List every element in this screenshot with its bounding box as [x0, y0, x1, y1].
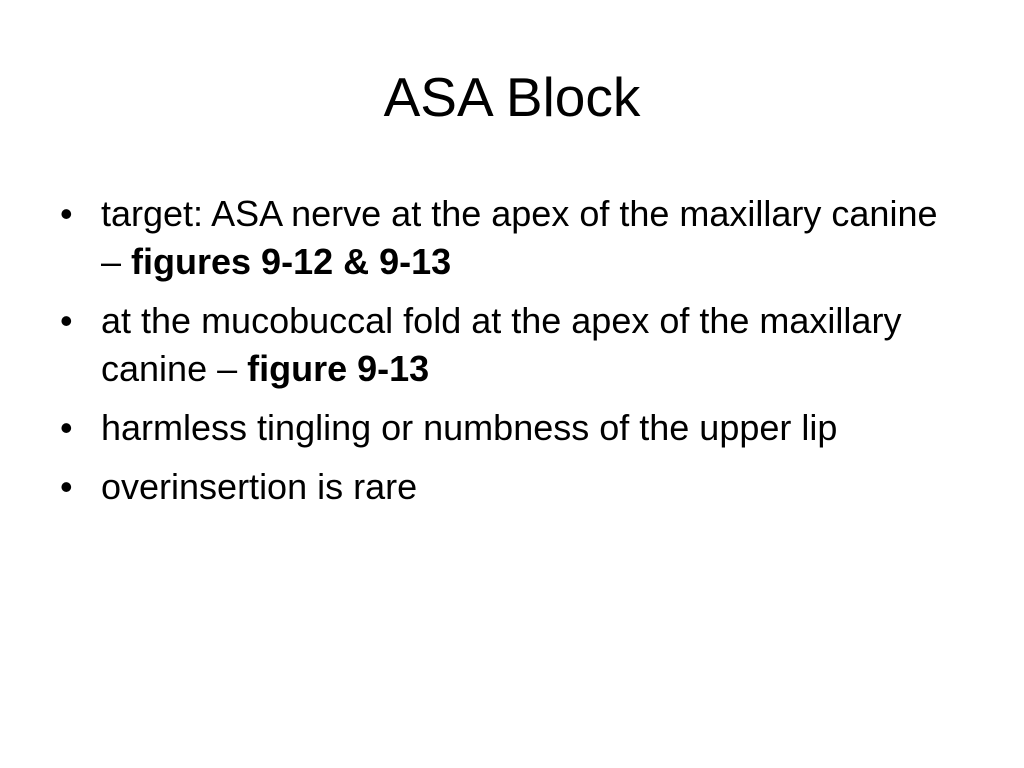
bullet-item-overinsertion	[60, 463, 960, 511]
bullet-text: target: ASA nerve at the apex of the maxillary canine –	[101, 193, 938, 282]
bullet-icon: •	[60, 407, 73, 448]
slide-title: ASA Block	[383, 66, 641, 128]
bullet-item-target	[60, 190, 960, 286]
bullet-item-tingling	[60, 404, 960, 452]
bullet-text: harmless tingling or numbness of the upper lip	[101, 407, 838, 448]
bullet-icon: •	[60, 466, 73, 507]
bullet-icon: •	[60, 193, 73, 234]
bullet-item-location	[60, 297, 960, 393]
bullet-figure-ref: figure 9-13	[247, 348, 430, 389]
bullet-text: overinsertion is rare	[101, 466, 418, 507]
bullet-text: at the mucobuccal fold at the apex of the maxillary canine –	[101, 300, 902, 389]
bullet-list	[60, 190, 960, 522]
bullet-icon: •	[60, 300, 73, 341]
bullet-figure-ref: figures 9-12 & 9-13	[131, 241, 452, 282]
